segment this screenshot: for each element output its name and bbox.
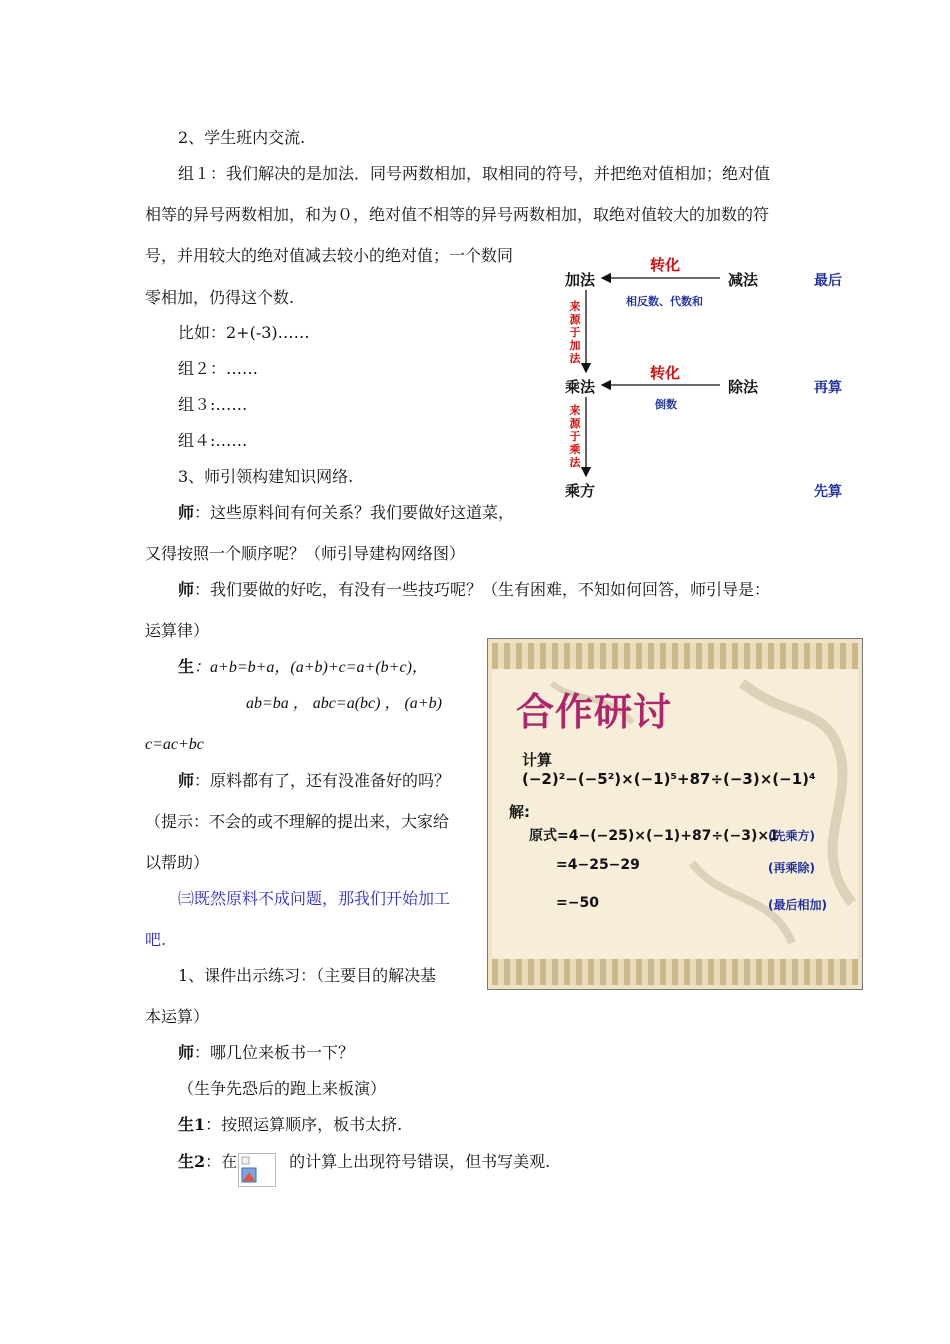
paragraph-group4: 组４:…… [178, 431, 248, 450]
paragraph-group2: 组２：…… [178, 359, 259, 378]
order-next: 再算 [814, 380, 842, 396]
paragraph-student1 [178, 1115, 402, 1135]
paragraph-exercise-cont: 本运算） [145, 1007, 210, 1026]
formula-line3: c=ac+bc [145, 736, 204, 753]
slide-expression: (−2)²−(−5²)×(−1)⁵+87÷(−3)×(−1)⁴ [522, 770, 816, 788]
speaker-text: ：按照运算顺序，板书太挤. [205, 1115, 403, 1134]
slide-solution-label: 解: [509, 803, 530, 821]
speaker-text: ：在 [205, 1152, 238, 1171]
paragraph-students-rush: （生争先恐后的跑上来板演） [178, 1079, 387, 1098]
note-opposite-numbers: 相反数、代数和 [626, 295, 703, 308]
paragraph-example: 比如：2+(-3)…… [178, 323, 310, 342]
paragraph-group1-line4: 零相加，仍得这个数. [145, 288, 295, 307]
node-power: 乘方 [565, 482, 596, 500]
slide-compute-label: 计算 [522, 751, 553, 769]
order-last: 最后 [814, 273, 842, 289]
slide-image-cooperative-discussion [487, 638, 863, 990]
order-first: 先算 [814, 484, 842, 500]
paragraph-teacher-question2-cont: 运算律） [145, 621, 210, 640]
paragraph-group1-line2: 相等的异号两数相加，和为０，绝对值不相等的异号两数相加，取绝对值较大的加数的符 [145, 205, 770, 224]
paragraph-teacher-question2 [178, 580, 770, 600]
speaker-label: 师 [178, 771, 195, 790]
slide-step2: =4−25−29 [556, 857, 640, 873]
slide-step1-note: (先乘方) [768, 829, 815, 843]
speaker-text: ：我们要做的好吃，有没有一些技巧呢？（生有困难，不知如何回答，师引导是： [194, 580, 771, 599]
paragraph-teacher-ask [178, 1043, 354, 1063]
speaker-text: ：原料都有了，还有没准备好的吗？ [194, 771, 451, 790]
paragraph-start-processing: ㈢既然原料不成问题，那我们开始加工 [178, 889, 451, 908]
paragraph-group3: 组３:…… [178, 395, 248, 414]
slide-step2-note: (再乘除) [768, 861, 815, 875]
paragraph-hint: （提示：不会的或不理解的提出来，大家给 [145, 812, 450, 831]
broken-image-icon [238, 1153, 276, 1187]
speaker-label: 生1 [178, 1115, 206, 1134]
paragraph-exchange: 2、学生班内交流. [178, 128, 306, 147]
paragraph-network: 3、师引领构建知识网络. [178, 467, 354, 486]
formula-line2: ab=ba ， abc=a(bc) ， (a+b) [246, 695, 442, 712]
speaker-label: 师 [178, 503, 195, 522]
label-convert-middle: 转化 [650, 364, 681, 382]
slide-background [492, 643, 858, 985]
node-multiplication: 乘法 [565, 378, 596, 396]
speaker-label: 师 [178, 580, 195, 599]
speaker-text: ：这些原料间有何关系？我们要做好这道菜， [194, 503, 515, 522]
slide-step3: =−50 [556, 895, 599, 911]
label-from-addition: 来源于加法 [569, 300, 581, 365]
paragraph-student-laws [178, 657, 428, 678]
formula-text: ：a+b=b+a，(a+b)+c=a+(b+c)， [194, 659, 428, 676]
knowledge-network-diagram [550, 250, 860, 510]
paragraph-teacher-question3 [178, 771, 450, 791]
paragraph-teacher-question1 [178, 503, 514, 523]
node-division: 除法 [728, 378, 759, 396]
paragraph-exercise: 1、课件出示练习：（主要目的解决基 [178, 966, 437, 985]
speaker-label: 生2 [178, 1152, 206, 1171]
paragraph-hint-cont: 以帮助） [145, 853, 210, 872]
speaker-text: 的计算上出现符号错误，但书写美观. [289, 1152, 551, 1171]
speaker-label: 师 [178, 1043, 195, 1062]
paragraph-student2 [178, 1152, 550, 1172]
paragraph-start-processing-cont: 吧. [145, 930, 167, 949]
slide-step1: 原式=4−(−25)×(−1)+87÷(−3)×1 [529, 828, 779, 844]
speaker-text: ：哪几位来板书一下？ [194, 1043, 355, 1062]
paragraph-group1-line3: 号，并用较大的绝对值减去较小的绝对值；一个数同 [145, 246, 514, 265]
paragraph-teacher-question1-cont: 又得按照一个顺序呢？（师引导建构网络图） [145, 544, 466, 563]
note-reciprocal: 倒数 [655, 398, 677, 411]
speaker-label: 生 [178, 657, 195, 676]
slide-step3-note: (最后相加) [768, 898, 827, 912]
label-convert-top: 转化 [650, 256, 681, 274]
label-from-multiplication: 来源于乘法 [569, 404, 581, 469]
node-subtraction: 减法 [728, 271, 759, 289]
paragraph-group1-line1: 组１：我们解决的是加法．同号两数相加，取相同的符号，并把绝对值相加；绝对值 [178, 164, 771, 183]
node-addition: 加法 [565, 271, 596, 289]
slide-title: 合作研讨 [516, 690, 673, 734]
